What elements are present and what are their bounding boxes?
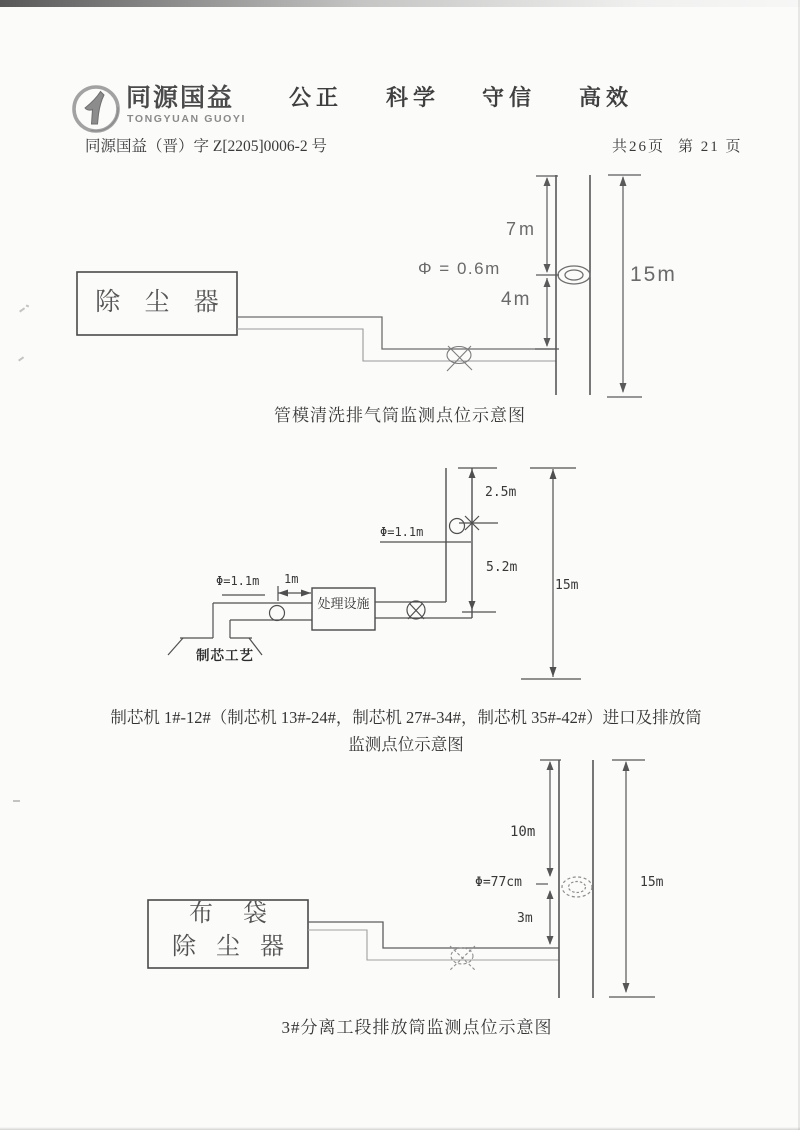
diameter-label-77cm: Φ=77cm: [475, 875, 522, 890]
dimension-15m: [521, 468, 581, 679]
dimension-label-10m: 10m: [510, 824, 536, 840]
page-count: 共26页: [612, 139, 666, 155]
slogan-word-2: 科学: [386, 85, 441, 110]
dimension-label-5.2m: 5.2m: [486, 560, 518, 575]
bag-dust-collector-label-line2: 除 尘 器: [172, 934, 291, 960]
dimension-label-7m: 7m: [506, 219, 538, 239]
valve-icon: [449, 946, 476, 971]
dimension-label-4m: 4m: [501, 289, 532, 310]
inlet-diameter-label: Φ=1.1m: [216, 574, 260, 588]
diagram3-linework: [148, 760, 655, 998]
monitoring-port-icon: [562, 877, 592, 897]
treatment-facility-label: 处理设施: [317, 596, 370, 611]
dust-collector-label: 除 尘 器: [95, 289, 228, 316]
duct-lower-line: [237, 329, 556, 361]
dimension-label-15m: 15m: [640, 875, 664, 890]
slogan-word-3: 守信: [482, 85, 537, 110]
document-number: 同源国益（晋）字 Z[2205]0006-2 号: [85, 138, 327, 155]
slogan-word-4: 高效: [579, 85, 634, 110]
valve-icon: [447, 346, 472, 371]
dimension-label-1m: 1m: [284, 572, 299, 586]
slogan-word-1: 公正: [289, 85, 344, 110]
core-process-label: 制芯工艺: [196, 648, 254, 663]
diagram1-linework: [77, 175, 642, 397]
diagram1-caption: 管模清洗排气筒监测点位示意图: [274, 406, 526, 425]
dimension-label-15m: 15m: [555, 578, 579, 593]
diagram2-caption-line2: 监测点位示意图: [348, 735, 464, 754]
valve-icon: [407, 601, 425, 619]
monitoring-port-icon: [558, 266, 590, 284]
brand-name-en: TONGYUAN GUOYI: [127, 113, 247, 125]
page-number: 第 21 页: [678, 139, 743, 155]
dimension-10m-3m: [536, 760, 561, 945]
dimension-label-3m: 3m: [517, 911, 533, 926]
dimension-label-diameter: Φ = 0.6m: [418, 259, 501, 278]
duct-lower-line: [308, 930, 559, 960]
dimension-1m: [278, 586, 311, 601]
duct-upper-line: [237, 317, 556, 349]
bag-dust-collector-label-line1: 布 袋: [189, 901, 279, 927]
diagram2-caption-line1: 制芯机 1#-12#（制芯机 13#-24#，制芯机 27#-34#，制芯机 35#-42#）进口及排放筒: [110, 708, 702, 727]
dimension-label-15m: 15m: [630, 263, 677, 286]
brand-name-cn: 同源国益: [126, 84, 235, 112]
monitoring-port-icon: [270, 606, 285, 621]
diagram3-caption: 3#分离工段排放筒监测点位示意图: [281, 1018, 553, 1037]
monitoring-port-icon: [450, 519, 465, 534]
stack-diameter-label: Φ=1.1m: [380, 525, 424, 539]
dimension-label-2.5m: 2.5m: [485, 485, 517, 500]
